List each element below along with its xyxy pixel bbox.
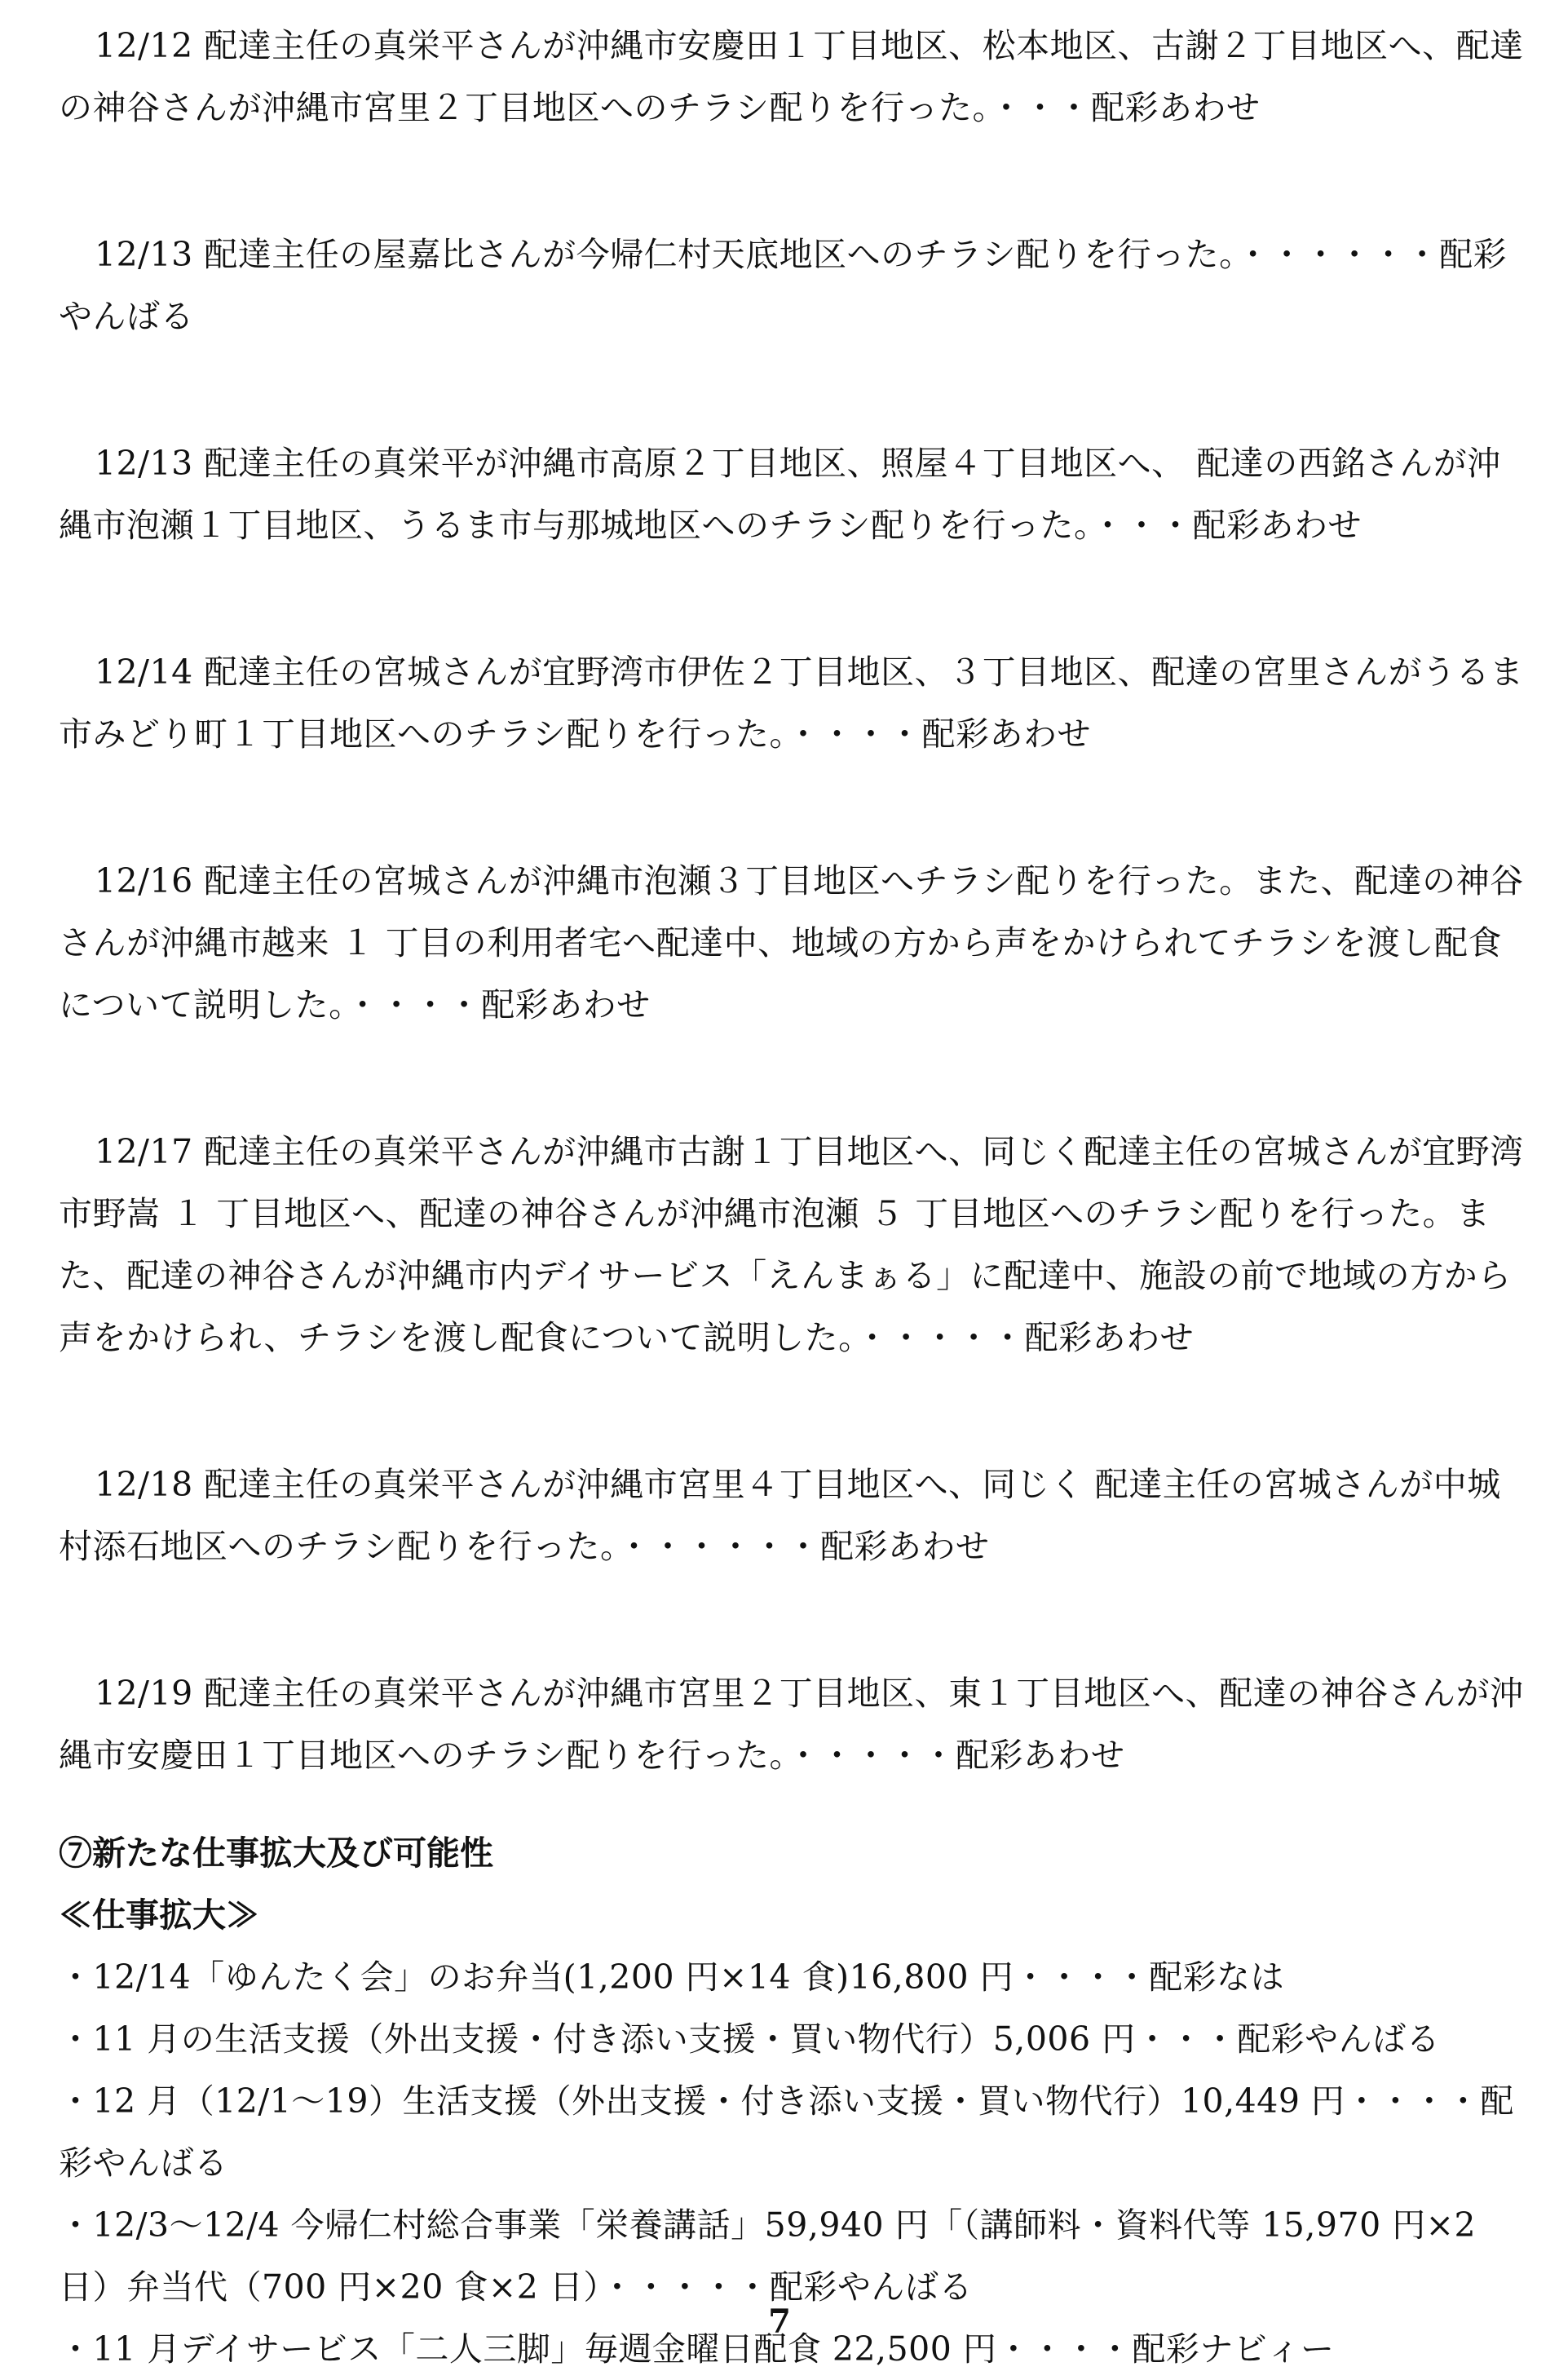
list-item: ・12/14「ゆんたく会」のお弁当(1,200 円×14 食)16,800 円・・・・配彩なは bbox=[59, 1958, 1285, 1997]
list-item: ・11 月の生活支援（外出支援・付き添い支援・買い物代行）5,006 円・・・配彩やんばる bbox=[59, 2019, 1441, 2059]
list-item: ・11 月デイサービス「二人三脚」毎週金曜日配食 22,500 円・・・・配彩ナビィー bbox=[59, 2329, 1335, 2369]
sub-heading: ≪仕事拡大≫ bbox=[59, 1896, 259, 1935]
report-entry: 12/16 配達主任の宮城さんが沖縄市泡瀬３丁目地区へチラシ配りを行った。また、配達の神谷さんが沖縄市越来 １ 丁目の利用者宅へ配達中、地域の方から声をかけられてチラシを渡し配食について説明した。・・・・配彩あわせ bbox=[59, 861, 1524, 1024]
report-entry: 12/12 配達主任の真栄平さんが沖縄市安慶田１丁目地区、松本地区、古謝２丁目地区へ、配達の神谷さんが沖縄市宮里２丁目地区へのチラシ配りを行った。・・・配彩あわせ bbox=[59, 26, 1524, 127]
report-entry: 12/18 配達主任の真栄平さんが沖縄市宮里４丁目地区へ、同じく 配達主任の宮城さんが中城村添石地区へのチラシ配りを行った。・・・・・・配彩あわせ bbox=[59, 1465, 1501, 1566]
report-entry: 12/13 配達主任の真栄平が沖縄市高原２丁目地区、照屋４丁目地区へ、 配達の西銘さんが沖縄市泡瀬１丁目地区、うるま市与那城地区へのチラシ配りを行った。・・・配彩あわせ bbox=[59, 444, 1501, 545]
section-heading: ⑦新たな仕事拡大及び可能性 bbox=[59, 1834, 493, 1873]
list-item: ・12/3～12/4 今帰仁村総合事業「栄養講話」59,940 円「（講師料・資料代等 15,970 円×2 日）弁当代（700 円×20 食×2 日）・・・・・配彩やんばる bbox=[59, 2205, 1477, 2307]
list-item: ・12 月（12/1～19）生活支援（外出支援・付き添い支援・買い物代行）10,449 円・・・・配彩やんばる bbox=[59, 2081, 1514, 2183]
document-body bbox=[59, 15, 1526, 2380]
report-entry: 12/17 配達主任の真栄平さんが沖縄市古謝１丁目地区へ、同じく配達主任の宮城さんが宜野湾市野嵩 １ 丁目地区へ、配達の神谷さんが沖縄市泡瀬 ５ 丁目地区へのチラシ配りを行った。また、配達の神谷さんが沖縄市内デイサービス「えんまぁる」に配達中、施設の前で地域の方から声をかけられ、チラシを渡し配食について説明した。・・・・・配彩あわせ bbox=[59, 1132, 1524, 1357]
report-entry: 12/14 配達主任の宮城さんが宜野湾市伊佐２丁目地区、３丁目地区、配達の宮里さんがうるま市みどり町１丁目地区へのチラシ配りを行った。・・・・配彩あわせ bbox=[59, 653, 1524, 754]
report-entry: 12/19 配達主任の真栄平さんが沖縄市宮里２丁目地区、東１丁目地区へ、配達の神谷さんが沖縄市安慶田１丁目地区へのチラシ配りを行った。・・・・・配彩あわせ bbox=[59, 1674, 1524, 1775]
report-entry: 12/13 配達主任の屋嘉比さんが今帰仁村天底地区へのチラシ配りを行った。・・・・・・配彩やんばる bbox=[59, 235, 1508, 336]
page-number: 7 bbox=[768, 2303, 791, 2341]
